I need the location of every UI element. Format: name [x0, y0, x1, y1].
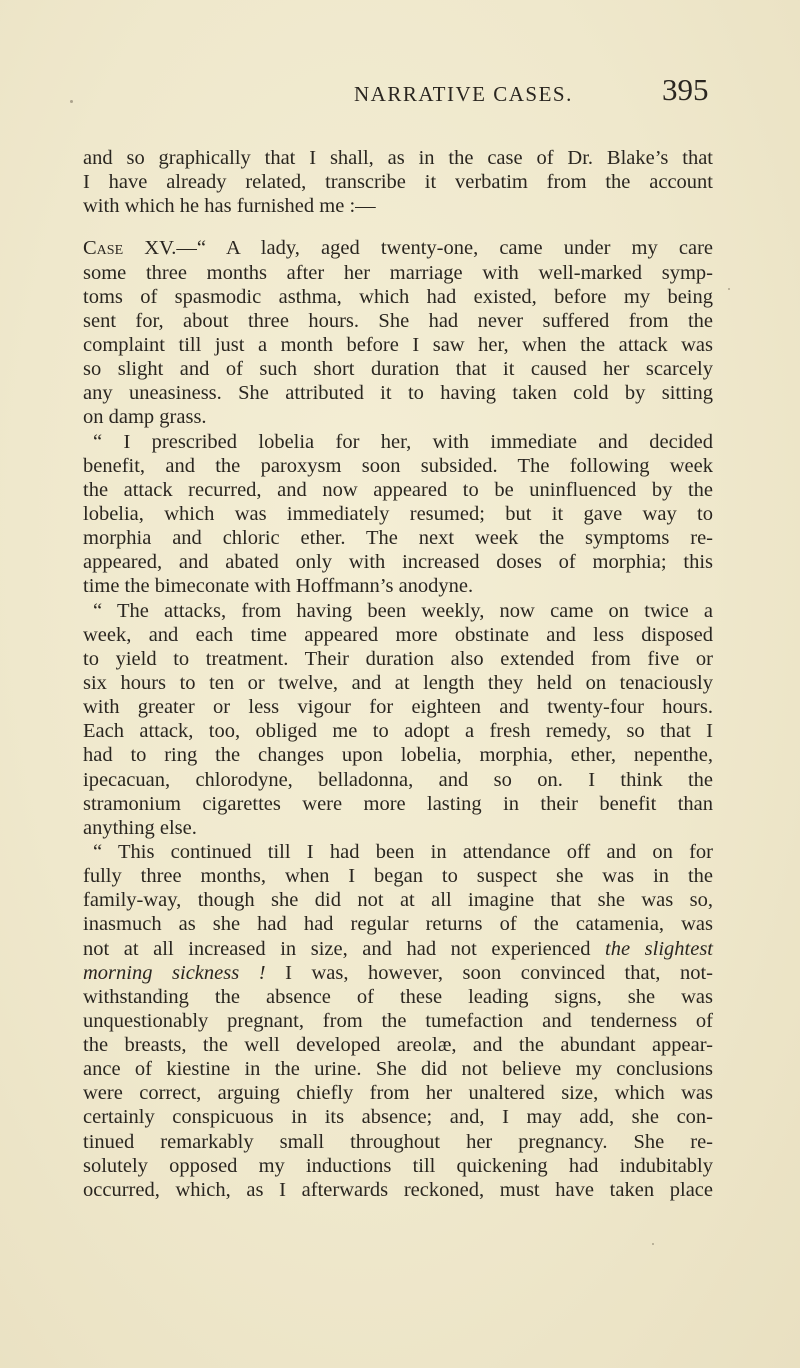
text-line: some three months after her marriage with well-marked symp- — [83, 261, 713, 284]
paper-speck — [652, 1243, 654, 1245]
page-number: 395 — [662, 72, 709, 107]
text-line: with greater or less vigour for eighteen and twenty-four hours. — [83, 696, 713, 719]
text-line: ance of kiestine in the urine. She did not believe my conclusions — [83, 1058, 713, 1081]
text-line: toms of spasmodic asthma, which had existed, before my being — [83, 285, 713, 308]
text-line: the attack recurred, and now appeared to be uninfluenced by the — [83, 478, 713, 501]
text-line: had to ring the changes upon lobelia, morphia, ether, nepenthe, — [83, 744, 713, 767]
text-line: solutely opposed my inductions till quickening had indubitably — [83, 1154, 713, 1177]
text-line: ipecacuan, chlorodyne, belladonna, and so on. I think the — [83, 768, 713, 791]
text-line: certainly conspicuous in its absence; and, I may add, she con- — [83, 1106, 713, 1129]
italic-phrase: the slightest — [605, 937, 714, 960]
text-line: fully three months, when I began to suspect she was in the — [83, 865, 713, 888]
text-line: “ The attacks, from having been weekly, now came on twice a — [93, 599, 713, 622]
text-line-mixed — [83, 937, 713, 961]
text-span: I was, however, soon convinced that, not- — [265, 961, 713, 984]
text-line: week, and each time appeared more obstinate and less disposed — [83, 623, 713, 646]
text-line: on damp grass. — [83, 406, 207, 429]
text-line: the breasts, the well developed areolæ, and the abundant appear- — [83, 1034, 713, 1057]
text-line: so slight and of such short duration that it caused her scarcely — [83, 358, 713, 381]
italic-phrase: morning sickness ! — [83, 961, 266, 984]
text-line: tinued remarkably small throughout her pregnancy. She re- — [83, 1130, 713, 1153]
text-line: time the bimeconate with Hoffmann’s anodyne. — [83, 575, 474, 598]
running-head: NARRATIVE CASES. — [354, 82, 573, 106]
text-line: any uneasiness. She attributed it to having taken cold by sitting — [83, 382, 713, 405]
text-span: not at all increased in size, and had not experienced — [83, 937, 591, 960]
text-line: “ This continued till I had been in attendance off and on for — [93, 840, 713, 863]
case-heading-line — [83, 236, 713, 260]
text-line: I have already related, transcribe it verbatim from the account — [83, 171, 713, 194]
text-line: “ I prescribed lobelia for her, with immediate and decided — [93, 430, 713, 453]
text-line: withstanding the absence of these leading signs, she was — [83, 985, 713, 1008]
text-line: stramonium cigarettes were more lasting in their benefit than — [83, 792, 713, 815]
text-line: complaint till just a month before I saw her, when the attack was — [83, 333, 713, 356]
text-line: inasmuch as she had had regular returns of the catamenia, was — [83, 913, 713, 936]
text-span: —“ A lady, aged twenty-one, came under my care — [176, 237, 713, 260]
text-line: with which he has furnished me :— — [83, 195, 376, 218]
text-line: were correct, arguing chiefly from her unaltered size, which was — [83, 1082, 713, 1105]
text-line: benefit, and the paroxysm soon subsided. The following week — [83, 454, 713, 477]
text-line: appeared, and abated only with increased doses of morphia; this — [83, 551, 713, 574]
text-line: family-way, though she did not at all imagine that she was so, — [83, 889, 713, 912]
case-label: Case XV. — [83, 237, 177, 260]
body-text — [83, 146, 713, 1202]
text-line: unquestionably pregnant, from the tumefaction and tenderness of — [83, 1009, 713, 1032]
text-line: lobelia, which was immediately resumed; but it gave way to — [83, 502, 713, 525]
text-line: occurred, which, as I afterwards reckoned, must have taken place — [83, 1178, 713, 1201]
paper-speck — [70, 100, 73, 103]
text-line: sent for, about three hours. She had never suffered from the — [83, 309, 713, 332]
text-line: Each attack, too, obliged me to adopt a fresh remedy, so that I — [83, 720, 713, 743]
text-line: six hours to ten or twelve, and at length they held on tenaciously — [83, 671, 713, 694]
text-line: morphia and chloric ether. The next week the symptoms re- — [83, 527, 713, 550]
text-line-mixed — [83, 961, 713, 985]
text-line: anything else. — [83, 816, 197, 839]
paper-speck — [728, 288, 730, 290]
text-line: to yield to treatment. Their duration also extended from five or — [83, 647, 713, 670]
text-line: and so graphically that I shall, as in the case of Dr. Blake’s that — [83, 147, 713, 169]
